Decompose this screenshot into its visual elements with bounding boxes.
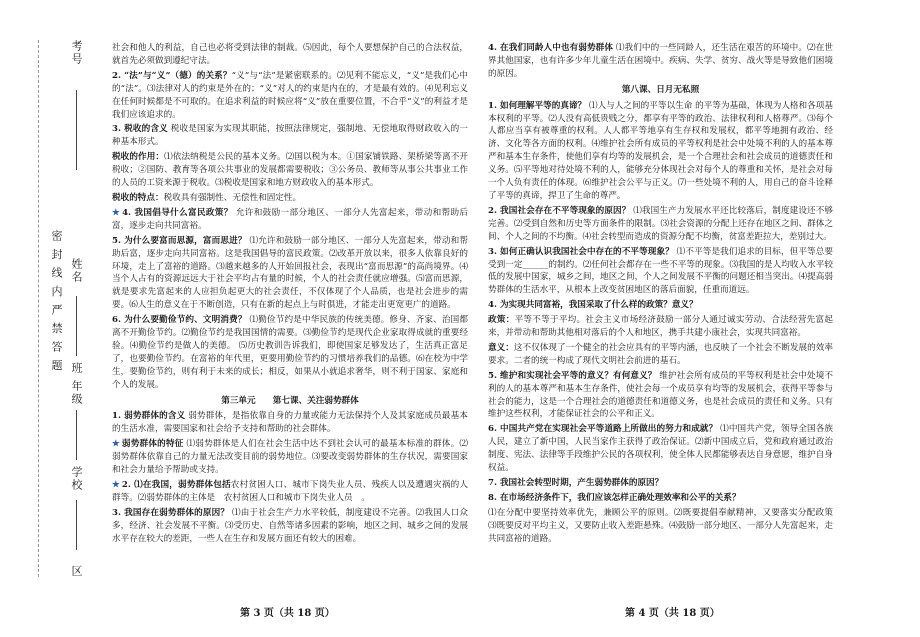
paragraph-text: 政策：平等不等于平均。社会主义市场经济鼓励一部分人通过诚实劳动、合法经营先富起来，并带动和帮助其他相对落后的个人和地区，携手共建小康社会，实现共同富裕。 [488, 315, 833, 339]
lead-in: 8. 在市场经济条件下，我们应该怎样正确处理效率和公平的关系？ [488, 492, 741, 503]
lead-in: 3. 我国存在弱势群体的原因？ [112, 507, 230, 518]
paragraph-text: 第三单元 第七课、关注弱势群体 [221, 395, 359, 406]
paragraph [488, 507, 833, 546]
paragraph-text: 意义：这不仅体现了一个健全的社会应具有的平等内涵，也反映了一个社会不断发展的效率要求。二者的统一构成了现代文明社会前进的基石。 [488, 342, 833, 366]
paragraph [112, 123, 468, 149]
field-xuexiao[interactable] [76, 500, 77, 550]
section-heading [112, 395, 468, 408]
label-ban: 班 [70, 362, 83, 375]
field-kaohao[interactable] [76, 90, 77, 170]
paragraph [112, 207, 468, 233]
paragraph [112, 151, 468, 190]
lead-in: 4. 为实现共同富裕，我国采取了什么样的政策？意义？ [488, 300, 698, 311]
paragraph [488, 477, 833, 490]
paragraph [488, 492, 833, 505]
lead-in: 3. 税收的含义 [112, 124, 168, 135]
label-kaohao: 考号 [70, 40, 83, 66]
star-icon: ★ [112, 439, 120, 450]
lead-in: 4. 我国倡导什么富民政策？ [122, 207, 233, 218]
paragraph-text: 4. 在我们同龄人中也有弱势群体 ⑴我们中的一些同龄人，还生活在艰苦的环境中。⑵在世界其他国家，也有许多少年儿童生活在困境中。疾病、失学、贫穷、战火等是导致他们困境的原因。 [488, 43, 834, 79]
paragraph-text: 税收的作用：⑴依法纳税是公民的基本义务。⑵国以税为本。①国家铺铁路、架桥梁等离不开税收；②国防、教育等各项公共事业的发展都需要税收；③公务员、教师等从事公共事业工作的人员的工资来源于税收。⑶税收是国家和地方财政收入的基本形式。 [112, 152, 468, 189]
paragraph-text: 2. “法”与“义”（德）的关系？“义”与“法”是紧密联系的。⑵见利不能忘义，“义”是我们心中的“法”。⑶法律对人的约束是外在的；“义”对人的约束是内在的，才是最有效的。⑷见利忘义在任何时候都是不可取的。在追求利益的时候应将“义”放在重要位置，不合乎“义”的利益才是我们应该追求的。 [112, 70, 468, 120]
paragraph-text: 弱势群体的特征 ⑴弱势群体是人们在社会生活中达不到社会认可的最基本标准的群体。⑵弱势群体依靠自己的力量无法改变目前的弱势地位。⑶要改变弱势群体的生存状况，需要国家和社会力量给予帮助或支持。 [112, 439, 468, 476]
paragraph-text: 6. 为什么要勤俭节约、文明消费？ ⑴勤俭节约是中华民族的传统美德。修身、齐家、治国都离不开勤俭节约。⑵勤俭节约是我国国情的需要。⑶勤俭节约是现代企业家取得成就的重要经验。⑷勤俭节约是做人的美德。 ⑸历史教训告诉我们，即使国家足够发达了，生活真正富足了，也要勤俭节约。在富裕的年代里，更要用勤俭节约的习惯培养我们的品德。⑹在校为中学生，要勤俭节约，则有利于未来的成长；相反，如果从小就追求奢华，则不利于国家、家庭和个人的发展。 [112, 315, 469, 390]
lead-in: 意义： [488, 342, 514, 353]
label-nianji: 年级 [70, 380, 83, 406]
paragraph [488, 246, 833, 298]
lead-in: 1. 弱势群体的含义 [112, 411, 186, 422]
paragraph-text: 6. 中国共产党在实现社会平等道路上所做出的努力和成就？ ⑴中国共产党，领导全国各族人民，建立了新中国，人民当家作主获得了政治保证。⑵新中国成立后，党和政府通过政治制度、宪法、法律等手段维护公民的各项权利，使全体人民都能够表达自身意愿，维护自身权益。 [488, 424, 834, 474]
lead-in: 2. “法”与“义”（德）的关系？ [112, 70, 232, 81]
field-xingming[interactable] [76, 296, 77, 356]
paragraph-text: 3. 税收的含义 税收是国家为实现其职能，按照法律规定，强制地、无偿地取得财政收入的一种基本形式。 [112, 124, 468, 148]
paragraph-text: 2. 我国社会存在不平等现象的原因？ ⑴我国生产力发展水平还比较落后，制度建设还不够完善。⑵受到自然和历史等方面条件的限制。⑶社会资源的分配上还存在地区之间、群体之间、个人之间的不均衡。⑷社会转型而造成的资源分配不均衡，贫富差距拉大，差别过大。 [488, 205, 833, 242]
star-icon: ★ [112, 207, 121, 218]
seal-text: 密 封 线 内 严 禁 答 题 [50, 230, 63, 373]
paragraph-text: 税收的特点：税收具有强制性、无偿性和固定性。 [112, 192, 302, 203]
paragraph [112, 507, 468, 546]
paragraph-text: ⑴在分配中要坚持效率优先，兼顾公平的原则。⑵既要提倡奉献精神，又要落实分配政策 ⑶既要反对平均主义，又要防止收入差距悬殊。⑷鼓励一部分地区、一部分人先富起来，走共同富裕的道路。 [488, 507, 833, 544]
page-footer-right: 第 4 页（共 18 页） [625, 608, 720, 619]
paragraph-text: 4. 我国倡导什么富民政策？ 允许和鼓励一部分地区、一部分人先富起来，带动和帮助后富，逐步走向共同富裕。 [112, 207, 468, 231]
paragraph-text [488, 478, 663, 488]
paragraph-text: 3. 我国存在弱势群体的原因？ ⑴由于社会生产力水平较低，制度建设不完善。⑵我国人口众多，经济、社会发展不平衡。⑶受历史、自然等诸多因素的影响，地区之间、城乡之间的发展水平存在较大的差距，一些人在生存和发展方面还有较大的困难。 [112, 507, 469, 544]
lead-in: 政策： [488, 315, 515, 326]
paragraph-text: 5. 为什么要富而思源，富而思进？ ⑴允许和鼓励一部分地区、一部分人先富起来，带动和帮助后富，逐步走向共同富裕。这是我国倡导的富民政策。⑵改革开放以来，很多人依靠良好的环境，走上了富裕的道路。⑶越来越多的人开始回报社会，表现出“富而思源”的高尚境界。⑷当个人占有的资源远远大于社会平均占有量的时候，个人的社会责任就应增强。⑸富而思源，就是要求先富起来的人应担负起更大的社会责任，不仅体现了个人品质，也是社会进步的需要。⑹人生的意义在于不断创造，只有在新的起点上与时俱进，才能走出更宽更广的道路。 [112, 235, 469, 311]
paragraph [112, 235, 468, 312]
paragraph [112, 314, 468, 391]
right-column [488, 42, 833, 548]
paragraph [488, 314, 833, 340]
label-xuexiao: 学校 [70, 466, 83, 492]
lead-in: 税收的作用： [112, 152, 165, 163]
lead-in: 5. 维护和实现社会平等的意义？有何意义？ [488, 370, 657, 381]
lead-in: 4. 在我们同龄人中也有弱势群体 [488, 43, 614, 53]
paragraph [112, 42, 468, 68]
label-qu: 区 [70, 565, 83, 578]
section-heading [488, 84, 833, 97]
paragraph-text [488, 493, 741, 503]
lead-in: 2. 我国社会存在不平等现象的原因？ [488, 205, 631, 216]
paragraph [112, 192, 468, 205]
paragraph-text: 1. 弱势群体的含义 弱势群体，是指依靠自身的力量或能力无法保持个人及其家庭成员最基本的生活水准，需要国家和社会给予支持和帮助的社会群体。 [112, 411, 469, 435]
paragraph [112, 70, 468, 122]
paragraph [488, 205, 833, 244]
paragraph [112, 438, 468, 477]
paragraph [488, 423, 833, 475]
paragraph-text: 第八课、日月无私照 [621, 84, 700, 95]
paragraph-text [488, 300, 698, 310]
lead-in: 7. 我国社会转型时期，产生弱势群体的原因？ [488, 478, 664, 488]
lead-in: 3. 如何正确认识我国社会中存在的不平等现象？ [488, 246, 674, 257]
lead-in: 弱势群体的特征 [121, 439, 184, 450]
lead-in: 5. 为什么要富而思源，富而思进？ [112, 235, 247, 246]
paragraph-text: 5. 维护和实现社会平等的意义？有何意义？ 维护社会所有成员的平等权利是社会中处境不利的人的基本尊严和基本生存条件，使社会每一个成员享有均等的发展机会，获得平等参与社会的能力，这是一个合理社会的道德责任和道德义务，也是社会成员的责任和义务。只有维护这些权利，才能保证社会的公平和正义。 [488, 370, 834, 420]
binding-margin [0, 0, 100, 637]
label-xingming: 姓名 [70, 258, 83, 284]
lead-in: 税收的特点： [112, 192, 164, 203]
paragraph-text: 3. 如何正确认识我国社会中存在的不平等现象？ ⑴不平等是我们追求的目标，但平等总要受到一定______的制约。⑵任何社会都存在一些不平等的现象。⑶我国的是人均收入水平较低的发展中国家，城乡之间，地区之间，个人之间发展不平衡的问题还相当突出。⑷提高弱势群体的生活水平，从根本上改变贫困地区的落后面貌，任重而道远。 [488, 246, 834, 296]
star-icon: ★ [112, 480, 120, 490]
paragraph [112, 479, 468, 505]
paragraph-text: 社会和他人的利益，自己也必将受到法律的制裁。⑸因此，每个人要想保护自己的合法权益，就首先必须做到遵纪守法。 [112, 43, 468, 66]
paragraph [488, 42, 833, 81]
paragraph [488, 299, 833, 312]
paragraph-text: 1. 如何理解平等的真谛？ ⑴人与人之间的平等以生命 的平等为基础，体现为人格和各项基本权利的平等。⑵人没有高低贵贱之分，都享有平等的政治、法律权利和人格尊严。⑶每个人都应当享有被尊重的权利。人人都平等地享有生存权和发展权，都平等地拥有政治、经济、文化等各方面的权利。⑷维护社会所有成员的平等权利是社会中处境不利的人的基本尊严和基本生存条件，使他们享有均等的发展机会，是一个合理社会和社会成员的道德责任和义务。⑸平等地对待处境不利的人，能够充分体现社会对每个人的尊重和关怀，是社会对每一个人负有责任的体现。⑹维护社会公平与正义。⑺一些处境不利的人，用自己的奋斗诠释了平等的真谛，捍卫了生命的尊严。 [488, 100, 834, 201]
lead-in: 1. 如何理解平等的真谛？ [488, 100, 587, 111]
page-footer-left: 第 3 页（共 18 页） [240, 608, 335, 619]
lead-in: 6. 为什么要勤俭节约、文明消费？ [112, 315, 247, 326]
left-column [112, 42, 468, 548]
paragraph [488, 100, 833, 203]
paragraph [112, 410, 468, 436]
seal-line [38, 40, 39, 577]
paragraph [488, 342, 833, 368]
paragraph-text: 2. ⑴在我国，弱势群体包括农村贫困人口、城市下岗失业人员、残疾人以及遭遇灾祸的人群等。⑵弱势群体的主体是 农村贫困人口和城市下岗失业人员 。 [112, 480, 468, 503]
paragraph [488, 370, 833, 422]
field-nianji[interactable] [76, 410, 77, 460]
lead-in: 2. ⑴在我国，弱势群体包括 [121, 480, 231, 490]
lead-in: 6. 中国共产党在实现社会平等道路上所做出的努力和成就？ [488, 424, 718, 435]
